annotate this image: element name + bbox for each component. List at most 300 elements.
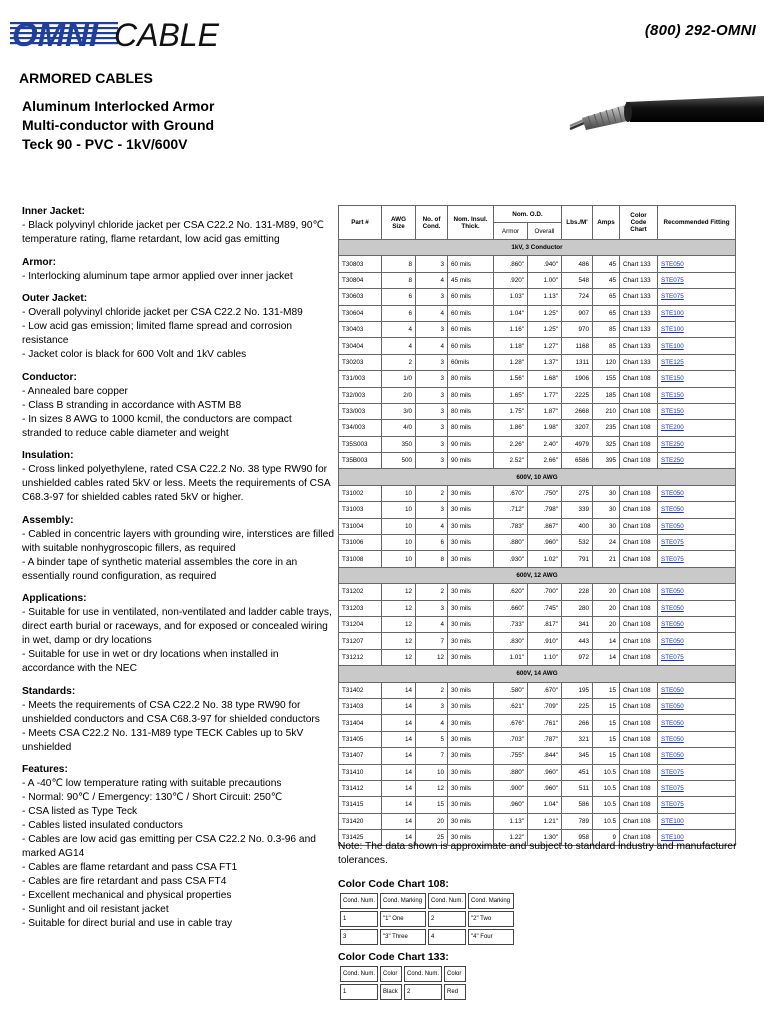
group-label: 1kV, 3 Conductor xyxy=(339,240,736,256)
table-cell: 80 mils xyxy=(448,371,494,387)
table-cell xyxy=(658,289,736,305)
table-cell: 4 xyxy=(382,321,416,337)
col-awg: AWG Size xyxy=(382,206,416,240)
table-cell: 341 xyxy=(562,616,593,632)
table-cell: 30 mils xyxy=(448,682,494,698)
table-cell: 30 mils xyxy=(448,485,494,501)
tolerance-note: Note: The data shown is approximate and subject to standard industry and manufacturer tolerances. xyxy=(338,841,737,866)
table-cell: 3/0 xyxy=(382,403,416,419)
cc-row xyxy=(340,966,466,982)
table-cell: T31202 xyxy=(339,584,382,600)
table-cell xyxy=(658,518,736,534)
table-cell: Chart 108 xyxy=(620,453,658,469)
table-cell: 30 mils xyxy=(448,764,494,780)
table-group-row xyxy=(339,469,736,485)
table-cell xyxy=(658,485,736,501)
spec-section xyxy=(22,449,334,505)
table-cell: T35S003 xyxy=(339,436,382,452)
table-cell: 14 xyxy=(382,698,416,714)
table-cell: 724 xyxy=(562,289,593,305)
table-cell: 2.26" xyxy=(494,436,528,452)
fitting-link[interactable]: STE250 xyxy=(661,457,684,465)
table-cell: .700" xyxy=(528,584,562,600)
table-cell: 15 xyxy=(593,682,620,698)
table-cell: .940" xyxy=(528,256,562,272)
table-cell: 3 xyxy=(416,371,448,387)
table-row xyxy=(339,354,736,370)
table-cell: 1.01" xyxy=(494,649,528,665)
spec-line: - Sunlight and oil resistant jacket xyxy=(22,904,169,915)
cc-cell: "4" Four xyxy=(468,929,514,945)
table-cell: 30 xyxy=(593,518,620,534)
fitting-link[interactable]: STE250 xyxy=(661,440,684,448)
chart-108-title: Color Code Chart 108: xyxy=(338,878,449,890)
table-cell: 12 xyxy=(416,780,448,796)
table-cell: 1.10" xyxy=(528,649,562,665)
specifications xyxy=(22,205,334,940)
fitting-link[interactable]: STE150 xyxy=(661,375,684,383)
table-cell: .745" xyxy=(528,600,562,616)
table-cell: 2225 xyxy=(562,387,593,403)
spec-line: - Excellent mechanical and physical properties xyxy=(22,890,232,901)
fitting-link[interactable]: STE050 xyxy=(661,735,684,743)
table-cell: 65 xyxy=(593,289,620,305)
table-row xyxy=(339,305,736,321)
table-row xyxy=(339,682,736,698)
fitting-link[interactable]: STE075 xyxy=(661,653,684,661)
table-cell: .960" xyxy=(528,764,562,780)
table-cell: .830" xyxy=(494,633,528,649)
table-row xyxy=(339,387,736,403)
group-label: 600V, 14 AWG xyxy=(339,666,736,682)
table-cell: 65 xyxy=(593,305,620,321)
table-cell: 1311 xyxy=(562,354,593,370)
cc-cell: "2" Two xyxy=(468,911,514,927)
table-cell xyxy=(658,321,736,337)
cc-cell: Red xyxy=(444,984,466,1000)
spec-line: - Low acid gas emission; limited flame spread and corrosion resistance xyxy=(22,321,293,346)
spec-line: - A -40℃ low temperature rating with suitable precautions xyxy=(22,778,282,789)
table-cell xyxy=(658,748,736,764)
notes-area xyxy=(338,840,758,1002)
table-cell: 14 xyxy=(382,780,416,796)
table-cell: 1168 xyxy=(562,338,593,354)
table-cell: 532 xyxy=(562,535,593,551)
table-cell: T30604 xyxy=(339,305,382,321)
spec-line: - In sizes 8 AWG to 1000 kcmil, the conductors are compact stranded to reduce cable diameter and weight xyxy=(22,413,292,439)
table-cell: .930" xyxy=(494,551,528,567)
table-cell: Chart 108 xyxy=(620,715,658,731)
table-cell: 14 xyxy=(382,764,416,780)
spec-heading: Armor: xyxy=(22,256,56,268)
fitting-link[interactable]: STE050 xyxy=(661,506,684,514)
table-cell xyxy=(658,256,736,272)
table-cell: 586 xyxy=(562,797,593,813)
table-cell: 21 xyxy=(593,551,620,567)
table-row xyxy=(339,502,736,518)
table-cell: T31407 xyxy=(339,748,382,764)
table-cell: 791 xyxy=(562,551,593,567)
table-cell: Chart 108 xyxy=(620,387,658,403)
spec-heading: Inner Jacket: xyxy=(22,206,85,217)
table-cell: .960" xyxy=(494,797,528,813)
table-cell: T31006 xyxy=(339,535,382,551)
table-row xyxy=(339,649,736,665)
table-cell: .620" xyxy=(494,584,528,600)
table-cell: 1.86" xyxy=(494,420,528,436)
table-cell: 6 xyxy=(416,535,448,551)
table-cell: 275 xyxy=(562,485,593,501)
fitting-link[interactable]: STE050 xyxy=(661,686,684,694)
table-cell: .880" xyxy=(494,535,528,551)
cc-cell: 2 xyxy=(404,984,442,1000)
table-cell: 789 xyxy=(562,813,593,829)
fitting-link[interactable]: STE125 xyxy=(661,358,684,366)
table-cell: T31425 xyxy=(339,830,382,846)
table-cell: T30403 xyxy=(339,321,382,337)
col-armor: Armor xyxy=(494,223,528,240)
table-row xyxy=(339,715,736,731)
cc-cell: Black xyxy=(380,984,402,1000)
cc-cell: "3" Three xyxy=(380,929,426,945)
table-cell: 1.25" xyxy=(528,321,562,337)
table-cell: 60 mils xyxy=(448,321,494,337)
table-cell: 10.5 xyxy=(593,797,620,813)
table-cell: .709" xyxy=(528,698,562,714)
phone-number: (800) 292-OMNI xyxy=(644,22,756,39)
fitting-link[interactable]: STE100 xyxy=(661,817,684,825)
table-cell: 3 xyxy=(416,436,448,452)
table-cell: 30 mils xyxy=(448,830,494,846)
table-cell: .920" xyxy=(494,272,528,288)
table-cell: 1.13" xyxy=(528,289,562,305)
table-cell: Chart 108 xyxy=(620,502,658,518)
table-cell: 10 xyxy=(382,485,416,501)
table-cell: 1.25" xyxy=(528,305,562,321)
table-cell: 3 xyxy=(416,321,448,337)
fitting-link[interactable]: STE050 xyxy=(661,703,684,711)
col-od: Nom. O.D. xyxy=(494,206,562,223)
cc-cell: Cond. Num. xyxy=(340,893,378,909)
cc-cell: 2 xyxy=(428,911,466,927)
col-amps: Amps xyxy=(593,206,620,240)
spec-line: - A binder tape of synthetic material assembles the core in an essentially round configuration, as required xyxy=(22,556,298,582)
table-cell: Chart 108 xyxy=(620,518,658,534)
col-insul: Nom. Insul. Thick. xyxy=(448,206,494,240)
table-cell: 4 xyxy=(416,338,448,354)
logo-text-omni: OMNI xyxy=(12,16,99,52)
table-cell: 3 xyxy=(416,420,448,436)
table-cell xyxy=(658,354,736,370)
fitting-link[interactable]: STE075 xyxy=(661,555,684,563)
table-cell: 15 xyxy=(593,731,620,747)
table-cell: T31203 xyxy=(339,600,382,616)
table-cell: 14 xyxy=(382,731,416,747)
table-cell: Chart 133 xyxy=(620,338,658,354)
table-cell: 2.66" xyxy=(528,453,562,469)
spec-section xyxy=(22,685,334,755)
spec-line: - Normal: 90℃ / Emergency: 130℃ / Short Circuit: 250℃ xyxy=(22,792,283,803)
table-cell: 970 xyxy=(562,321,593,337)
table-row xyxy=(339,551,736,567)
table-cell: .900" xyxy=(494,780,528,796)
table-cell: Chart 108 xyxy=(620,764,658,780)
table-cell: 228 xyxy=(562,584,593,600)
table-cell: 225 xyxy=(562,698,593,714)
fitting-link[interactable]: STE050 xyxy=(661,490,684,498)
table-cell: 80 mils xyxy=(448,403,494,419)
table-cell: Chart 108 xyxy=(620,420,658,436)
table-row xyxy=(339,731,736,747)
table-cell: T35B003 xyxy=(339,453,382,469)
table-cell: .580" xyxy=(494,682,528,698)
table-cell: 395 xyxy=(593,453,620,469)
table-row xyxy=(339,403,736,419)
table-cell: 60 mils xyxy=(448,305,494,321)
table-cell: 10 xyxy=(382,518,416,534)
table-cell: Chart 108 xyxy=(620,551,658,567)
table-row xyxy=(339,420,736,436)
col-fitting: Recommended Fitting xyxy=(658,206,736,240)
table-cell xyxy=(658,371,736,387)
table-cell: 321 xyxy=(562,731,593,747)
fitting-link[interactable]: STE050 xyxy=(661,522,684,530)
table-cell: 30 mils xyxy=(448,584,494,600)
fitting-link[interactable]: STE100 xyxy=(661,309,684,317)
group-label: 600V, 12 AWG xyxy=(339,567,736,583)
table-cell: 12 xyxy=(382,649,416,665)
table-cell: 1.22" xyxy=(494,830,528,846)
table-cell: 7 xyxy=(416,748,448,764)
table-cell xyxy=(658,682,736,698)
table-cell: T31404 xyxy=(339,715,382,731)
table-cell: 1.27" xyxy=(528,338,562,354)
table-cell: 12 xyxy=(382,616,416,632)
fitting-link[interactable]: STE050 xyxy=(661,752,684,760)
table-cell: .960" xyxy=(528,535,562,551)
fitting-link[interactable]: STE050 xyxy=(661,260,684,268)
table-cell: 3 xyxy=(416,403,448,419)
table-cell: 20 xyxy=(593,616,620,632)
table-cell: Chart 108 xyxy=(620,748,658,764)
spec-line: - Suitable for direct burial and use in cable tray xyxy=(22,918,233,929)
table-cell: 548 xyxy=(562,272,593,288)
product-table-body xyxy=(339,240,736,846)
spec-line: - Suitable for use in wet or dry locations when installed in accordance with the NEC xyxy=(22,649,279,674)
table-cell: 2/0 xyxy=(382,387,416,403)
table-cell: 3 xyxy=(416,354,448,370)
table-cell: T33/003 xyxy=(339,403,382,419)
table-cell: 6 xyxy=(382,305,416,321)
fitting-link[interactable]: STE100 xyxy=(661,342,684,350)
table-row xyxy=(339,535,736,551)
title-block xyxy=(19,70,215,154)
table-cell: 4 xyxy=(416,305,448,321)
table-cell xyxy=(658,420,736,436)
table-row xyxy=(339,256,736,272)
table-cell: 30 mils xyxy=(448,616,494,632)
table-cell: 30 mils xyxy=(448,551,494,567)
table-row xyxy=(339,698,736,714)
table-cell: 958 xyxy=(562,830,593,846)
table-cell: 1.30" xyxy=(528,830,562,846)
table-cell: 500 xyxy=(382,453,416,469)
table-row xyxy=(339,813,736,829)
fitting-link[interactable]: STE075 xyxy=(661,801,684,809)
table-cell: T30603 xyxy=(339,289,382,305)
table-cell: 45 xyxy=(593,256,620,272)
table-row xyxy=(339,633,736,649)
cc-cell: "1" One xyxy=(380,911,426,927)
table-cell: 14 xyxy=(382,813,416,829)
table-cell: 1.77" xyxy=(528,387,562,403)
table-cell: .676" xyxy=(494,715,528,731)
fitting-link[interactable]: STE150 xyxy=(661,408,684,416)
table-row xyxy=(339,272,736,288)
table-row xyxy=(339,764,736,780)
cc-cell: Color xyxy=(380,966,402,982)
table-cell: T31207 xyxy=(339,633,382,649)
fitting-link[interactable]: STE100 xyxy=(661,326,684,334)
fitting-link[interactable]: STE200 xyxy=(661,424,684,432)
fitting-link[interactable]: STE075 xyxy=(661,539,684,547)
table-cell xyxy=(658,797,736,813)
spec-line: - Jacket color is black for 600 Volt and 1kV cables xyxy=(22,349,247,360)
fitting-link[interactable]: STE050 xyxy=(661,719,684,727)
table-cell: 1.98" xyxy=(528,420,562,436)
table-cell: 30 mils xyxy=(448,518,494,534)
cc-cell: Cond. Num. xyxy=(428,893,466,909)
table-cell xyxy=(658,551,736,567)
table-cell: 10.5 xyxy=(593,764,620,780)
table-cell: 85 xyxy=(593,321,620,337)
table-cell: .670" xyxy=(494,485,528,501)
table-cell: Chart 108 xyxy=(620,797,658,813)
table-cell: 3 xyxy=(416,387,448,403)
table-cell: T30803 xyxy=(339,256,382,272)
table-cell xyxy=(658,649,736,665)
fitting-link[interactable]: STE150 xyxy=(661,391,684,399)
cc-row xyxy=(340,893,514,909)
cc-row xyxy=(340,984,466,1000)
spec-heading: Outer Jacket: xyxy=(22,293,88,304)
fitting-link[interactable]: STE075 xyxy=(661,785,684,793)
table-group-row xyxy=(339,567,736,583)
table-cell: Chart 108 xyxy=(620,616,658,632)
fitting-link[interactable]: STE050 xyxy=(661,604,684,612)
table-cell: 339 xyxy=(562,502,593,518)
table-cell: Chart 108 xyxy=(620,584,658,600)
table-cell: 4 xyxy=(416,272,448,288)
fitting-link[interactable]: STE075 xyxy=(661,293,684,301)
fitting-link[interactable]: STE050 xyxy=(661,637,684,645)
table-cell: 3 xyxy=(416,256,448,272)
table-cell: .750" xyxy=(528,485,562,501)
cc-cell: Cond. Marking xyxy=(468,893,514,909)
logo-text-cable: CABLE xyxy=(114,17,219,52)
spec-line: - CSA listed as Type Teck xyxy=(22,806,138,817)
table-cell: 1.16" xyxy=(494,321,528,337)
table-cell: 14 xyxy=(382,748,416,764)
table-cell: 120 xyxy=(593,354,620,370)
table-cell: 280 xyxy=(562,600,593,616)
table-cell: 14 xyxy=(382,830,416,846)
spec-line: - Cables listed insulated conductors xyxy=(22,820,183,831)
spec-line: - Cabled in concentric layers with grounding wire, interstices are filled with suitable nonhygroscopic fillers, as required xyxy=(22,528,334,554)
table-row xyxy=(339,289,736,305)
spec-line: - Class B stranding in accordance with ASTM B8 xyxy=(22,399,242,411)
table-cell: 345 xyxy=(562,748,593,764)
table-cell: 10 xyxy=(416,764,448,780)
col-overall: Overall xyxy=(528,223,562,240)
table-cell xyxy=(658,633,736,649)
table-cell: 20 xyxy=(593,584,620,600)
cc-cell: 1 xyxy=(340,984,378,1000)
col-chart: Color Code Chart xyxy=(620,206,658,240)
table-cell: 443 xyxy=(562,633,593,649)
title-line-2: Multi-conductor with Ground xyxy=(22,117,215,133)
table-cell: .621" xyxy=(494,698,528,714)
table-cell: T31004 xyxy=(339,518,382,534)
table-cell: 14 xyxy=(382,682,416,698)
table-cell: 15 xyxy=(593,748,620,764)
table-cell: .670" xyxy=(528,682,562,698)
table-cell: 1.13" xyxy=(494,813,528,829)
table-cell: 4/0 xyxy=(382,420,416,436)
col-cond: No. of Cond. xyxy=(416,206,448,240)
table-cell: 451 xyxy=(562,764,593,780)
table-cell: 30 mils xyxy=(448,698,494,714)
table-cell: Chart 133 xyxy=(620,289,658,305)
table-cell: Chart 108 xyxy=(620,600,658,616)
table-cell: 2.40" xyxy=(528,436,562,452)
table-cell xyxy=(658,616,736,632)
table-row xyxy=(339,780,736,796)
table-row xyxy=(339,616,736,632)
fitting-link[interactable]: STE100 xyxy=(661,834,684,842)
table-row xyxy=(339,584,736,600)
table-cell: 30 mils xyxy=(448,535,494,551)
col-part: Part # xyxy=(339,206,382,240)
table-cell: T31/003 xyxy=(339,371,382,387)
fitting-link[interactable]: STE075 xyxy=(661,276,684,284)
fitting-link[interactable]: STE050 xyxy=(661,588,684,596)
spec-line: - Annealed bare copper xyxy=(22,385,128,397)
fitting-link[interactable]: STE050 xyxy=(661,621,684,629)
table-cell: .783" xyxy=(494,518,528,534)
spec-line: - Cables are flame retardant and pass CSA FT1 xyxy=(22,862,238,873)
table-cell: 210 xyxy=(593,403,620,419)
table-cell xyxy=(658,584,736,600)
spec-section xyxy=(22,371,334,441)
cc-cell: Cond. Marking xyxy=(380,893,426,909)
fitting-link[interactable]: STE075 xyxy=(661,768,684,776)
table-cell: 24 xyxy=(593,535,620,551)
table-cell: T30203 xyxy=(339,354,382,370)
table-cell: 2 xyxy=(416,485,448,501)
cc-cell: Color xyxy=(444,966,466,982)
table-cell: 6 xyxy=(382,289,416,305)
table-cell: T31003 xyxy=(339,502,382,518)
table-cell: 9 xyxy=(593,830,620,846)
category-title: ARMORED CABLES xyxy=(19,70,153,86)
table-cell: 30 mils xyxy=(448,633,494,649)
table-cell: 235 xyxy=(593,420,620,436)
table-cell: 60mils xyxy=(448,354,494,370)
table-cell: 4 xyxy=(382,338,416,354)
spec-heading: Applications: xyxy=(22,593,87,604)
table-cell: 1.04" xyxy=(528,797,562,813)
